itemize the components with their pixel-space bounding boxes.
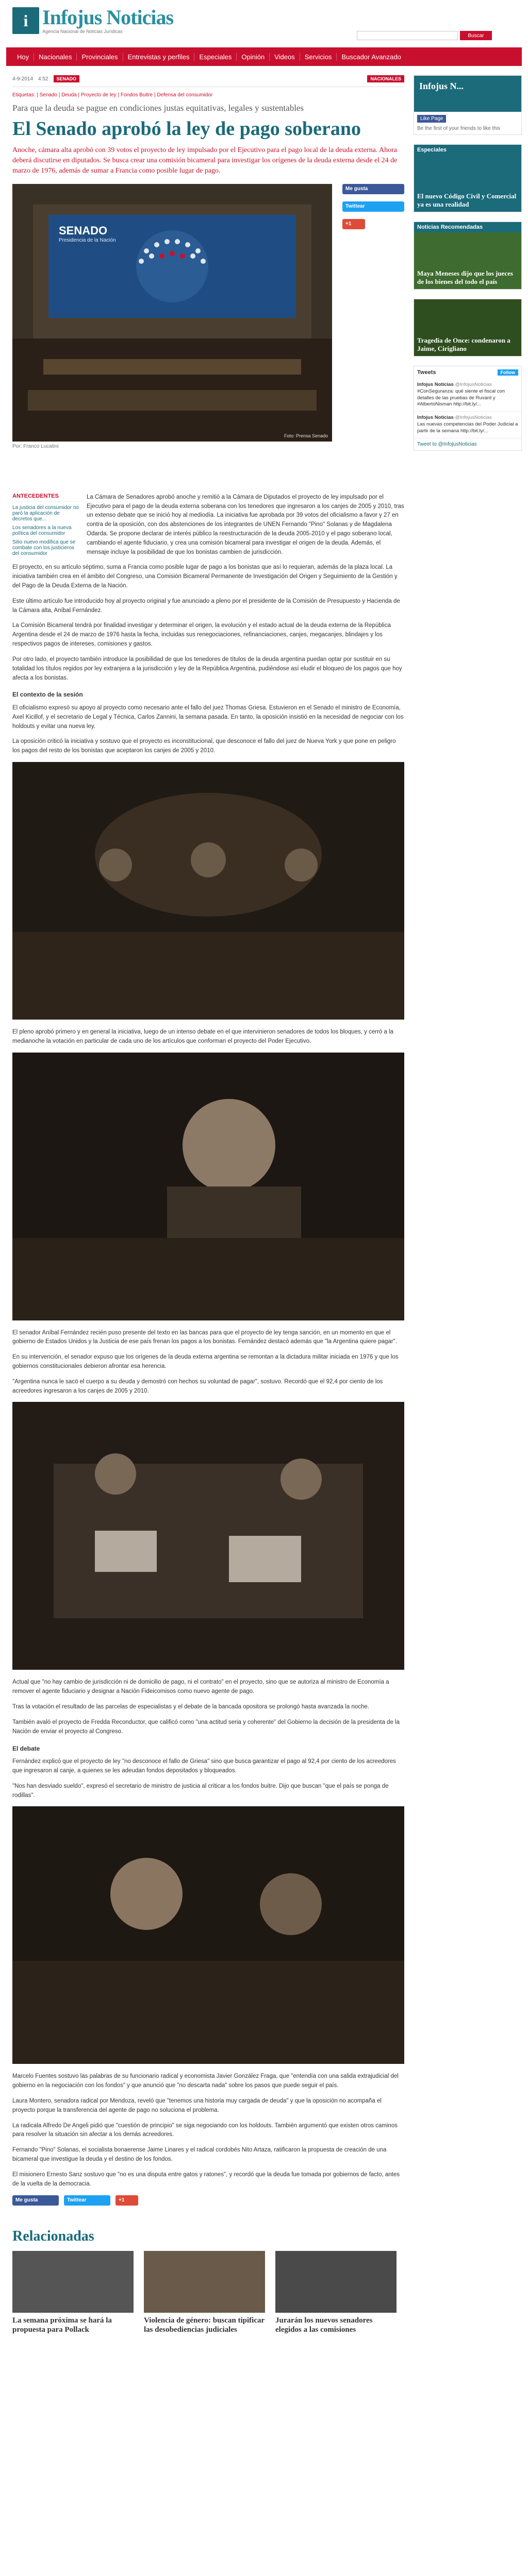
subheading: El debate [12, 1744, 40, 1752]
photo-credit: Foto: Prensa Senado [284, 433, 328, 438]
related-card-title[interactable]: Jurarán los nuevos senadores elegidos a las comisiones [275, 2316, 373, 2334]
search-input[interactable] [357, 31, 458, 40]
article-body [87, 493, 404, 564]
antecedentes-box [12, 493, 79, 564]
share-bar [342, 184, 404, 236]
screen-brand: SENADO [59, 224, 108, 237]
twitter-share-button-bottom[interactable]: Twittear [64, 2195, 110, 2206]
nav-item-opinion[interactable]: Opinión [237, 53, 270, 61]
tweet[interactable] [414, 379, 521, 412]
category-badge[interactable]: NACIONALES [367, 75, 404, 82]
paragraph: "Argentina nunca le sacó el cuerpo a su deuda y demostró con hechos su voluntad de pagar", sostuvo. Recordó que el 92,4 por ciento de los acreedores ingresaron a los canjes de 2005 y 2010. [12, 1378, 383, 1394]
related-card-title[interactable]: La semana próxima se hará la propuesta para Pollack [12, 2316, 112, 2334]
tweet-text: Las nuevas competencias del Poder Judicial a partir de la semana http://bit.ly/... [417, 421, 518, 434]
tweet-handle: @InfojusNoticias [455, 382, 492, 387]
paragraph: El proyecto, en su artículo séptimo, suma a Francia como posible lugar de pago a los bonistas que así lo requieran, además de la plaza local. La iniciativa también crea en el ámbito del Congreso, una Comisión Bicameral Permanente de Investigación del Origen y Seguimiento de la Gestión y del Pago de la Deuda Externa de la Nación. [12, 564, 398, 589]
paragraph: Actual que "no hay cambio de jurisdicción ni de domicilio de pago, ni el contrato" en el proyecto, sino que se autoriza al ministro de Economía a remover el agente fiduciario y designar a Nación Fideicomisos como nuevo agente de pago. [12, 1679, 389, 1695]
tweet-user: Infojus Noticias [417, 415, 454, 421]
antecedentes-item[interactable]: La justicia del consumidor no paró la aplicación de decretos que... [12, 504, 79, 522]
logo-badge-icon: i [12, 7, 39, 34]
nav-item-provinciales[interactable]: Provinciales [77, 53, 123, 61]
screen-subbrand: Presidencia de la Nación [59, 237, 116, 243]
facebook-like-button[interactable]: Me gusta [342, 184, 404, 194]
paragraph: El oficialismo expresó su apoyo al proyecto como necesario ante el fallo del juez Thomas Griesa. Estuvieron en el Senado el ministro de Economía, Axel Kicillof, y el secretario de Legal y Técnica, Carlos Zannini, la semana pasada. En tanto, la oposición insistió en la necesidad de negociar con los holdouts y evitar una nueva ley. [12, 704, 404, 730]
twitter-follow-button[interactable]: Follow [498, 369, 519, 376]
session-photo-4 [12, 1806, 404, 2064]
fb-widget-brand: Infojus N... [414, 76, 521, 112]
article-lead: Anoche, cámara alta aprobó con 39 votos el proyecto de ley impulsado por el Ejecutivo para el pago local de la deuda externa. Ahora deberá discutirse en diputados. Se busca crear una comisión bicameral para investigar los orígenes de la deuda externa desde el 24 de marzo de 1976, además de sumar a Francia como posible lugar de pago. [12, 146, 398, 175]
session-photo-1 [12, 762, 404, 1020]
section-badge[interactable]: SENADO [54, 75, 80, 82]
paragraph: El senador Aníbal Fernández recién puso presente del texto en las bancas para que el proyecto de ley tenga sanción, en un momento en que el gobierno de Estados Unidos y la Justicia de ese país frenan los pagos a los bonistas. Fernández destacó además que "la Argentina quiere pagar". [12, 1329, 397, 1345]
fb-note: Be the first of your friends to like this [417, 126, 501, 131]
paragraph: Laura Montero, senadora radical por Mendoza, reveló que "tenemos una historia muy cargada de deuda" y que la oposición no acompaña el proyecto porque la transferencia del agente de pago no soluciona el problema. [12, 2098, 382, 2113]
especiales-box [414, 144, 522, 212]
antecedentes-title: ANTECEDENTES [12, 493, 79, 502]
article-body-cont [12, 563, 404, 756]
tweets-title: Tweets [417, 369, 436, 376]
article-body-cont2 [12, 1028, 404, 1046]
session-photo-2 [12, 1053, 404, 1320]
tweet[interactable] [414, 412, 521, 438]
article-kicker: Para que la deuda se pague en condiciones justas equitativas, legales y sustentables [12, 103, 304, 113]
paragraph: El misionero Ernesto Sanz sostuvo que "no es una disputa entre gatos y ratones", y recordó que la deuda fue tomada por gobiernos de facto, antes de la vuelta de la democracia. [12, 2171, 400, 2187]
facebook-like-button-bottom[interactable]: Me gusta [12, 2195, 59, 2206]
especiales-title: Especiales [414, 145, 521, 155]
tweet-handle: @InfojusNoticias [455, 415, 492, 421]
paragraph: La oposición criticó la iniciativa y sostuvo que el proyecto es inconstitucional, que desconoce el fallo del juez de Nueva York y que pone en peligro los pagos del resto de los bonistas que aceptaron los canjes de 2005 y 2010. [12, 738, 396, 754]
paragraph: La Cámara de Senadores aprobó anoche y remitió a la Cámara de Diputados el proyecto de ley impulsado por el Ejecutivo para el pago de la deuda externa soberana con los tenedores que ingresaron a los canjes de 2005 y 2010, tras un extenso debate que se inició hoy al mediodía. La iniciativa fue aprobada por 39 votos del oficialismo a favor y 27 en contra de la oposición, con dos abstenciones de los integrantes de UNEN Fernando "Pino" Solanas y de Magdalena Odarda. Se propone declarar de interés público la reestructuración de la deuda 2005-2010 y el pago soberano local, cambiando el agente fiduciario, y crea una comisión bicameral para investigar el origen de la deuda. Además, el mensaje incluye la posibilidad de que los bonistas cambien de jurisdicción. [87, 494, 404, 555]
paragraph: Por otro lado, el proyecto también introduce la posibilidad de que los tenedores de títulos de la deuda argentina puedan optar por sustituir en su totalidad los títulos regidos por ley extranjera a la jurisdicción y ley de la República Argentina, pudiéndose así eludir el bloqueo de los pagos que hoy afecta a los bonistas. [12, 656, 402, 681]
article-date: 4-9-2014 [12, 76, 34, 82]
subheading: El contexto de la sesión [12, 691, 83, 699]
facebook-widget [414, 75, 522, 135]
paragraph: En su intervención, el senador expuso que los orígenes de la deuda externa argentina se remontan a la dictadura militar iniciada en 1976 y que los gobiernos constitucionales debieron afrontar esa herencia. [12, 1354, 399, 1370]
paragraph: También avaló el proyecto de Fredda Reconductor, que calificó como "una actitud seria y coherente" del Gobierno la decisión de la presidenta de la Nación de enviar el proyecto al Congreso. [12, 1719, 400, 1735]
tragedia-box [414, 299, 522, 357]
paragraph: "Nos han desviado sueldo", expresó el secretario de ministro de justicia al criticar a los fondos buitre. Dijo que buscan "que el país se ponga de rodillas". [12, 1783, 389, 1799]
related-title: Relacionadas [12, 2228, 94, 2244]
related-card[interactable] [12, 2251, 134, 2335]
twitter-share-button[interactable]: Twittear [342, 201, 404, 212]
noticias-title: Noticias Recomendadas [414, 222, 521, 232]
nav-item-videos[interactable]: Videos [270, 53, 300, 61]
paragraph: Marcelo Fuentes sostuvo las palabras de su funcionario radical y economista Javier González Fraga, que "entendía con una salida extrajudicial del gobierno en la negociación con los fondos" y que anunció que "no descarta nada" sobre los pasos que puede seguir el país. [12, 2073, 399, 2089]
paragraph: La radicala Alfredo De Angeli pidió que "cuestión de principio" se siga negociando con los holdouts. También argumentó que existen otros caminos para resolver la situación sin afectar a los demás acreedores. [12, 2122, 398, 2138]
nav-item-especiales[interactable]: Especiales [194, 53, 237, 61]
paragraph: La Comisión Bicameral tendrá por finalidad investigar y determinar el origen, la evolución y el estado actual de la deuda externa de la República Argentina desde el 24 de marzo de 1976 hasta la fecha, incluidas sus renegociaciones, refinanciaciones, canjes, megacanjes, blindajes y los respectivos pagos de intereses, comisiones y gastos. [12, 622, 391, 648]
bottom-share-bar [12, 2195, 404, 2213]
antecedentes-item[interactable]: Los senadores a la nueva política del consumidor [12, 524, 72, 536]
article-body-cont5 [12, 2072, 404, 2189]
photo-author: Por: Franco Lucatini [12, 443, 59, 449]
nav-item-buscador[interactable]: Buscador Avanzado [341, 53, 401, 61]
related-thumbnail [275, 2251, 397, 2313]
especiales-banner[interactable]: El nuevo Código Civil y Comercial ya es una realidad [414, 155, 521, 212]
brand-name: Infojus Noticias [42, 6, 174, 29]
related-card-title[interactable]: Violencia de género: buscan tipificar las desobediencias judiciales [144, 2316, 265, 2334]
search-button[interactable]: Buscar [460, 31, 492, 40]
nav-item-nacionales[interactable]: Nacionales [34, 53, 77, 61]
noticias-box [414, 222, 522, 290]
related-thumbnail [144, 2251, 265, 2313]
nav-item-entrevistas[interactable]: Entrevistas y perfiles [123, 53, 195, 61]
related-section [12, 2228, 404, 2335]
antecedentes-item[interactable]: Sitio nuevo modifica que se combate con los justicieros del consumidor [12, 539, 76, 556]
tweet-text: #ConSeguranza: qué siente el fiscal con detalles de las pruebas de Ruvard y #AlbertoNisman http://bit.ly/... [417, 388, 505, 408]
related-card[interactable] [144, 2251, 265, 2335]
paragraph: Este último artículo fue introducido hoy al proyecto original y fue anunciado a pleno por el presidente de la Comisión de Presupuesto y Hacienda de la Cámara alta, Aníbal Fernández. [12, 598, 400, 614]
paragraph: Fernando "Pino" Solanas, el socialista bonaerense Jaime Linares y el radical cordobés Nito Artaza, ratificaron la propuesta de creación de una bicameral que investigue la deuda y el destino de los fondos. [12, 2147, 387, 2163]
search-form [357, 31, 492, 40]
fb-like-page-button[interactable]: Like Page [417, 115, 446, 123]
main-nav [6, 47, 522, 66]
tragedia-banner[interactable]: Tragedia de Once: condenaron a Jaime, Cirigliano [414, 299, 521, 356]
google-plus-button-bottom[interactable]: +1 [116, 2195, 138, 2206]
article-body-cont4 [12, 1678, 404, 1800]
paragraph: Tras la votación el resultado de las parcelas de especialistas y el debate de la bancada opositora se prolongó hasta avanzada la noche. [12, 1704, 369, 1710]
tweet-user: Infojus Noticias [417, 382, 454, 387]
senate-photo-illustration [12, 184, 332, 442]
tweet-to-link[interactable]: Tweet to @InfojusNoticias [417, 441, 477, 447]
noticias-banner[interactable]: Maya Meneses dijo que los jueces de los bienes del todo el país [414, 232, 521, 289]
related-thumbnail [12, 2251, 134, 2313]
paragraph: El pleno aprobó primero y en general la iniciativa, luego de un intenso debate en el que intervinieron senadores de todos los bloques, y cerró a la medianoche la votación en particular de cada uno de los artículos que conforman el proyecto del Poder Ejecutivo. [12, 1028, 394, 1044]
main-photo [12, 184, 332, 442]
tags-line[interactable]: Etiquetas: | Senado | Deuda | Proyecto de ley | Fondos Buitre | Defensa del consumidor [12, 92, 213, 98]
session-photo-3 [12, 1402, 404, 1670]
google-plus-button[interactable]: +1 [342, 219, 365, 229]
related-card[interactable] [275, 2251, 397, 2335]
site-logo[interactable] [12, 7, 173, 34]
twitter-widget [414, 366, 522, 451]
article-time: 4:52 [38, 76, 48, 82]
site-header [6, 0, 522, 47]
article-title: El Senado aprobó la ley de pago soberano [12, 118, 361, 140]
nav-item-hoy[interactable]: Hoy [12, 53, 34, 61]
breadcrumb [12, 75, 404, 87]
nav-item-servicios[interactable]: Servicios [300, 53, 337, 61]
article-body-cont3 [12, 1329, 404, 1396]
paragraph: Fernández explicó que el proyecto de ley "no desconoce el fallo de Griesa" sino que busca garantizar el pago al 92,4 por ciento de los acreedores que ingresaron al canje, a quienes se les adeudan fondos depositados y bloqueados. [12, 1758, 396, 1774]
brand-subtitle: Agencia Nacional de Noticias Jurídicas [42, 29, 123, 34]
